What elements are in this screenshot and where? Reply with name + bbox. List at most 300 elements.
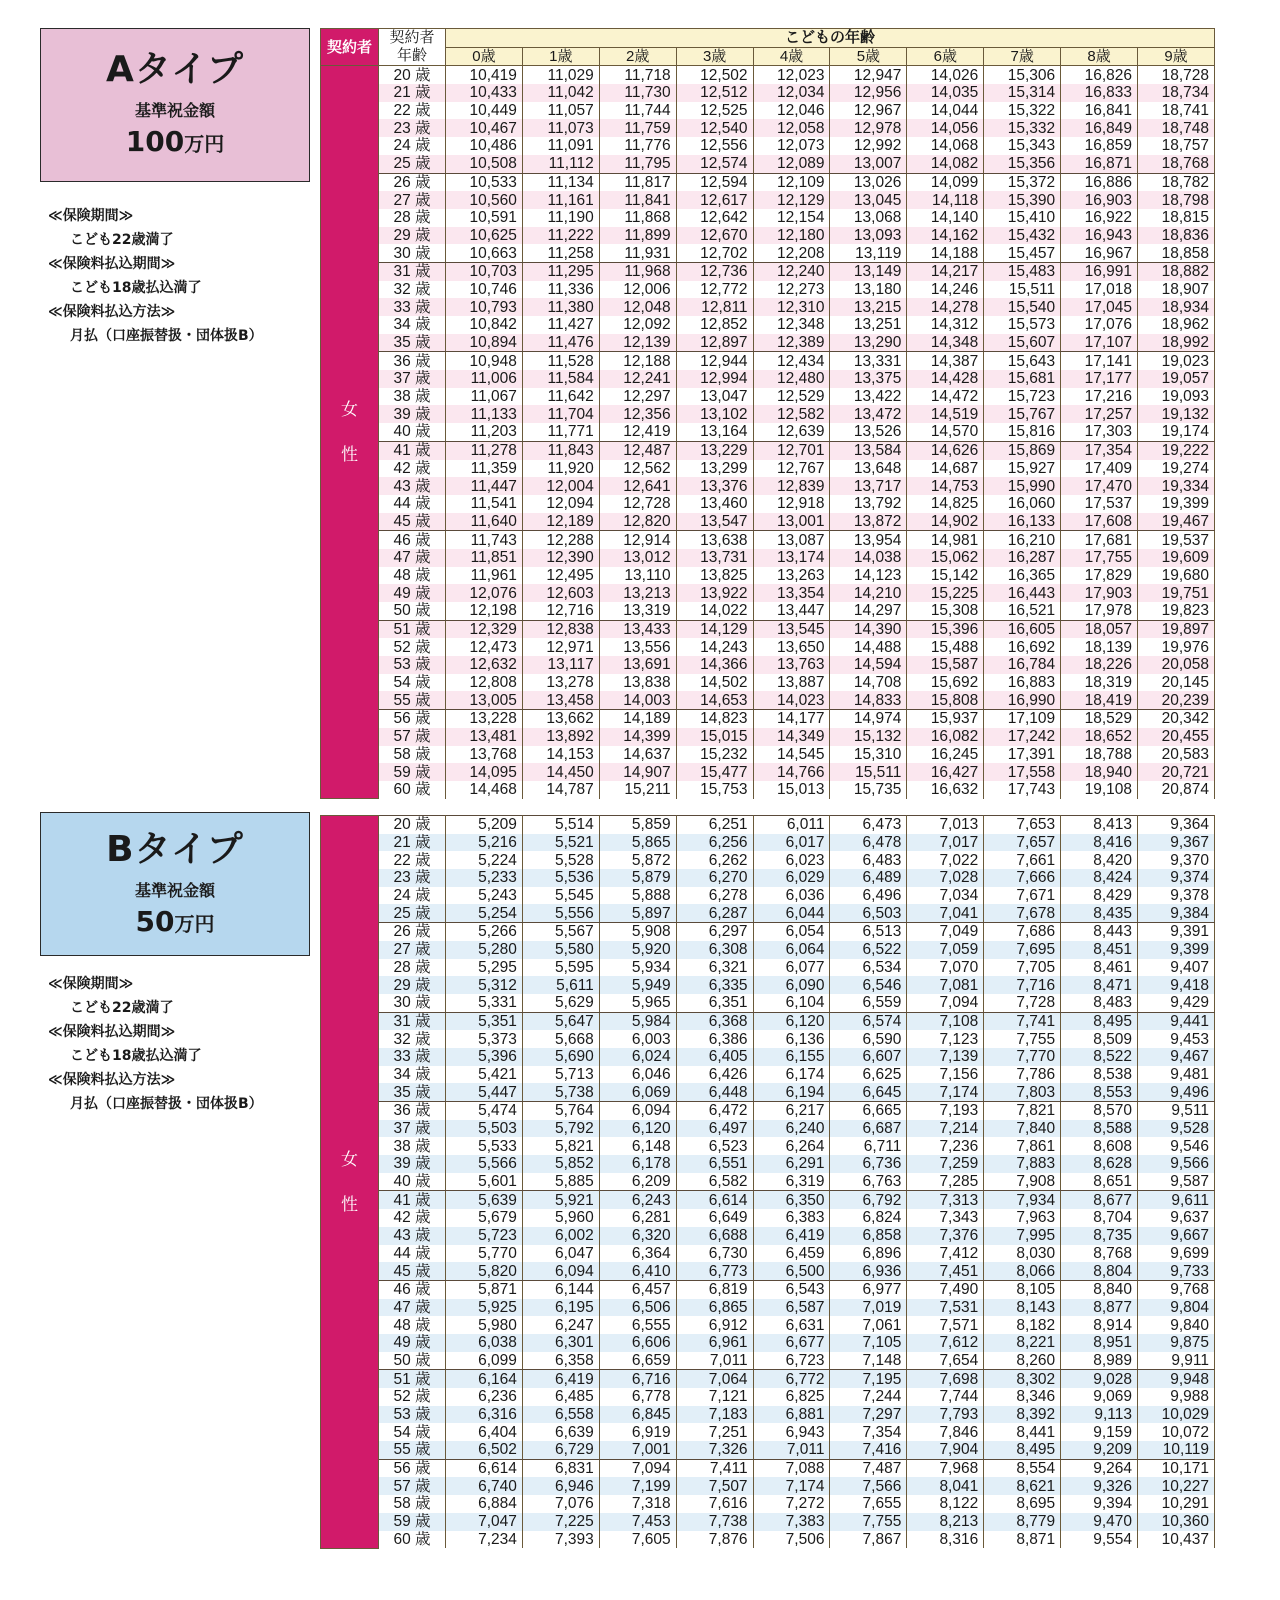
premium-cell: 6,194 [753,1083,830,1101]
premium-cell: 7,793 [907,1406,984,1424]
contractor-age-cell: 49 歳 [379,1334,446,1352]
contractor-age-cell: 41 歳 [379,441,446,459]
premium-cell: 16,943 [1061,227,1138,245]
child-age-column-header: 7歳 [984,47,1061,66]
table-a-header [321,29,1215,66]
premium-cell: 15,410 [984,209,1061,227]
child-age-column-header: 3歳 [676,47,753,66]
gender-char: 女 [341,400,358,420]
premium-cell: 6,251 [676,816,753,834]
premium-cell: 5,312 [446,976,523,994]
premium-cell: 12,092 [599,316,676,334]
premium-cell: 18,139 [1061,638,1138,656]
premium-cell: 12,808 [446,674,523,692]
table-row [321,746,1215,764]
premium-cell: 7,695 [984,941,1061,959]
premium-cell: 6,824 [830,1209,907,1227]
premium-cell: 12,076 [446,584,523,602]
premium-cell: 12,046 [753,102,830,120]
premium-cell: 12,811 [676,298,753,316]
premium-cell: 15,132 [830,728,907,746]
premium-cell: 15,306 [984,66,1061,84]
contractor-age-header: 契約者 年齢 [379,29,446,66]
premium-cell: 6,178 [599,1155,676,1173]
premium-cell: 5,580 [522,941,599,959]
premium-cell: 11,744 [599,102,676,120]
premium-cell: 7,744 [907,1388,984,1406]
premium-cell: 6,919 [599,1423,676,1441]
premium-cell: 15,310 [830,746,907,764]
premium-cell: 7,156 [907,1066,984,1084]
premium-cell: 6,351 [676,994,753,1012]
contractor-age-cell: 28 歳 [379,959,446,977]
table-row [321,584,1215,602]
premium-cell: 14,502 [676,674,753,692]
premium-cell: 5,897 [599,904,676,922]
premium-cell: 6,419 [753,1227,830,1245]
premium-cell: 5,865 [599,834,676,852]
premium-cell: 8,483 [1061,994,1138,1012]
premium-cell: 12,556 [676,137,753,155]
premium-cell: 18,798 [1138,191,1215,209]
premium-cell: 15,483 [984,262,1061,280]
premium-cell: 6,308 [676,941,753,959]
premium-cell: 12,540 [676,119,753,137]
premium-cell: 19,222 [1138,441,1215,459]
premium-cell: 19,897 [1138,620,1215,638]
premium-cell: 12,512 [676,84,753,102]
premium-cell: 7,786 [984,1066,1061,1084]
premium-cell: 7,846 [907,1423,984,1441]
premium-cell: 19,823 [1138,602,1215,620]
premium-cell: 10,119 [1138,1441,1215,1459]
premium-cell: 11,042 [522,84,599,102]
premium-cell: 13,763 [753,656,830,674]
premium-cell: 5,396 [446,1048,523,1066]
premium-cell: 14,390 [830,620,907,638]
premium-cell: 20,583 [1138,746,1215,764]
contractor-age-cell: 36 歳 [379,352,446,370]
premium-cell: 6,136 [753,1030,830,1048]
premium-cell: 6,319 [753,1173,830,1191]
contractor-age-cell: 53 歳 [379,1406,446,1424]
premium-cell: 16,245 [907,746,984,764]
premium-cell: 10,171 [1138,1459,1215,1477]
table-row [321,834,1215,852]
premium-cell: 6,405 [676,1048,753,1066]
premium-cell: 13,662 [522,710,599,728]
premium-cell: 14,068 [907,137,984,155]
premium-cell: 14,428 [907,370,984,388]
premium-cell: 9,554 [1061,1531,1138,1549]
premium-cell: 18,768 [1138,155,1215,173]
contractor-age-cell: 43 歳 [379,1227,446,1245]
premium-cell: 16,871 [1061,155,1138,173]
premium-cell: 8,413 [1061,816,1138,834]
premium-cell: 12,241 [599,370,676,388]
table-row [321,173,1215,191]
premium-cell: 5,224 [446,851,523,869]
premium-cell: 12,094 [522,495,599,513]
premium-cell: 8,522 [1061,1048,1138,1066]
type-b-box [40,812,310,956]
premium-cell: 19,132 [1138,405,1215,423]
premium-cell: 13,093 [830,227,907,245]
premium-cell: 18,858 [1138,244,1215,262]
premium-cell: 8,840 [1061,1280,1138,1298]
premium-cell: 18,652 [1061,728,1138,746]
premium-cell: 12,389 [753,334,830,352]
premium-cell: 12,956 [830,84,907,102]
note-label: ≪保険期間≫ [48,208,134,224]
premium-cell: 7,412 [907,1245,984,1263]
premium-cell: 14,082 [907,155,984,173]
contractor-age-cell: 31 歳 [379,262,446,280]
premium-cell: 11,743 [446,531,523,549]
contractor-age-cell: 34 歳 [379,316,446,334]
premium-cell: 14,626 [907,441,984,459]
premium-cell: 14,787 [522,781,599,799]
premium-table-a [320,28,1215,799]
note-value: こども22歳満了 [70,232,174,248]
premium-cell: 14,348 [907,334,984,352]
premium-cell: 8,182 [984,1316,1061,1334]
child-age-header: こどもの年齢 [446,29,1215,48]
premium-cell: 6,659 [599,1352,676,1370]
child-age-column-header: 9歳 [1138,47,1215,66]
premium-cell: 16,849 [1061,119,1138,137]
premium-cell: 19,174 [1138,423,1215,441]
table-row [321,1423,1215,1441]
premium-cell: 14,488 [830,638,907,656]
premium-cell: 7,049 [907,923,984,941]
contractor-age-cell: 25 歳 [379,155,446,173]
premium-cell: 12,582 [753,405,830,423]
premium-cell: 6,590 [830,1030,907,1048]
contractor-age-cell: 34 歳 [379,1066,446,1084]
premium-cell: 7,755 [984,1030,1061,1048]
premium-cell: 11,961 [446,567,523,585]
premium-cell: 14,907 [599,763,676,781]
table-row [321,66,1215,84]
premium-cell: 7,616 [676,1495,753,1513]
premium-cell: 18,529 [1061,710,1138,728]
premium-cell: 7,121 [676,1388,753,1406]
premium-cell: 10,437 [1138,1531,1215,1549]
note-label: ≪保険料払込方法≫ [48,304,176,320]
table-row [321,1227,1215,1245]
premium-cell: 18,882 [1138,262,1215,280]
premium-cell: 9,611 [1138,1191,1215,1209]
table-row [321,816,1215,834]
premium-cell: 12,273 [753,281,830,299]
premium-cell: 12,109 [753,173,830,191]
premium-cell: 11,161 [522,191,599,209]
premium-cell: 14,297 [830,602,907,620]
table-row [321,1316,1215,1334]
premium-cell: 15,013 [753,781,830,799]
premium-cell: 8,871 [984,1531,1061,1549]
premium-cell: 16,287 [984,549,1061,567]
premium-cell: 7,236 [907,1137,984,1155]
table-row [321,602,1215,620]
type-b-amount-unit: 万円 [174,912,215,936]
premium-cell: 6,120 [599,1120,676,1138]
premium-cell: 12,947 [830,66,907,84]
premium-cell: 14,162 [907,227,984,245]
premium-cell: 15,142 [907,567,984,585]
premium-cell: 16,692 [984,638,1061,656]
premium-cell: 17,743 [984,781,1061,799]
premium-cell: 11,868 [599,209,676,227]
premium-cell: 6,404 [446,1423,523,1441]
premium-cell: 9,418 [1138,976,1215,994]
premium-cell: 6,506 [599,1299,676,1317]
premium-cell: 7,183 [676,1406,753,1424]
premium-cell: 12,310 [753,298,830,316]
table-row [321,567,1215,585]
premium-cell: 13,001 [753,513,830,531]
premium-cell: 6,029 [753,869,830,887]
premium-cell: 5,373 [446,1030,523,1048]
premium-cell: 7,531 [907,1299,984,1317]
premium-cell: 6,024 [599,1048,676,1066]
premium-cell: 13,717 [830,477,907,495]
premium-cell: 12,154 [753,209,830,227]
contractor-header: 契約者 [321,29,379,66]
premium-cell: 16,991 [1061,262,1138,280]
premium-cell: 16,060 [984,495,1061,513]
premium-cell: 7,876 [676,1531,753,1549]
premium-cell: 12,971 [522,638,599,656]
premium-cell: 8,538 [1061,1066,1138,1084]
child-age-column-header: 2歳 [599,47,676,66]
premium-cell: 15,396 [907,620,984,638]
premium-cell: 6,687 [830,1120,907,1138]
premium-cell: 8,302 [984,1370,1061,1388]
contractor-age-cell: 37 歳 [379,1120,446,1138]
contractor-age-cell: 22 歳 [379,851,446,869]
premium-cell: 13,545 [753,620,830,638]
premium-cell: 10,467 [446,119,523,137]
premium-cell: 10,703 [446,262,523,280]
contractor-age-cell: 33 歳 [379,298,446,316]
premium-cell: 8,416 [1061,834,1138,852]
premium-cell: 7,225 [522,1513,599,1531]
premium-cell: 13,119 [830,244,907,262]
premium-cell: 20,455 [1138,728,1215,746]
premium-cell: 7,666 [984,869,1061,887]
premium-cell: 11,427 [522,316,599,334]
premium-cell: 6,881 [753,1406,830,1424]
premium-cell: 13,012 [599,549,676,567]
premium-cell: 12,529 [753,388,830,406]
premium-cell: 6,301 [522,1334,599,1352]
premium-cell: 14,210 [830,584,907,602]
premium-cell: 10,625 [446,227,523,245]
table-row [321,334,1215,352]
premium-cell: 18,226 [1061,656,1138,674]
premium-cell: 10,560 [446,191,523,209]
premium-cell: 13,458 [522,691,599,709]
premium-cell: 12,852 [676,316,753,334]
premium-cell: 6,496 [830,887,907,905]
premium-cell: 6,792 [830,1191,907,1209]
premium-cell: 14,278 [907,298,984,316]
premium-cell: 19,334 [1138,477,1215,495]
table-row [321,1137,1215,1155]
table-row [321,763,1215,781]
premium-cell: 6,688 [676,1227,753,1245]
premium-cell: 7,259 [907,1155,984,1173]
premium-cell: 15,681 [984,370,1061,388]
contractor-age-cell: 39 歳 [379,405,446,423]
child-age-column-header: 8歳 [1061,47,1138,66]
premium-cell: 6,534 [830,959,907,977]
premium-cell: 7,803 [984,1083,1061,1101]
premium-cell: 14,022 [676,602,753,620]
premium-cell: 12,419 [599,423,676,441]
premium-cell: 7,963 [984,1209,1061,1227]
premium-cell: 11,133 [446,405,523,423]
premium-cell: 13,825 [676,567,753,585]
contractor-age-cell: 60 歳 [379,1531,446,1549]
premium-cell: 7,705 [984,959,1061,977]
premium-cell: 6,489 [830,869,907,887]
contractor-age-cell: 49 歳 [379,584,446,602]
table-row [321,887,1215,905]
type-a-title: Aタイプ [105,49,245,90]
premium-cell: 16,922 [1061,209,1138,227]
premium-cell: 13,547 [676,513,753,531]
premium-cell: 7,343 [907,1209,984,1227]
contractor-age-cell: 48 歳 [379,1316,446,1334]
contractor-age-cell: 54 歳 [379,674,446,692]
premium-cell: 5,738 [522,1083,599,1101]
premium-cell: 6,046 [599,1066,676,1084]
premium-cell: 7,383 [753,1513,830,1531]
premium-cell: 6,104 [753,994,830,1012]
premium-cell: 11,359 [446,460,523,478]
premium-cell: 5,920 [599,941,676,959]
table-row [321,549,1215,567]
premium-cell: 12,632 [446,656,523,674]
premium-cell: 6,038 [446,1334,523,1352]
premium-cell: 10,486 [446,137,523,155]
premium-cell: 12,208 [753,244,830,262]
premium-cell: 6,558 [522,1406,599,1424]
type-a-amount-value: 100 [125,125,185,158]
premium-cell: 9,441 [1138,1012,1215,1030]
table-row [321,423,1215,441]
premium-cell: 7,755 [830,1513,907,1531]
contractor-age-cell: 23 歳 [379,119,446,137]
premium-cell: 6,316 [446,1406,523,1424]
premium-cell: 6,291 [753,1155,830,1173]
contractor-age-cell: 25 歳 [379,904,446,922]
premium-cell: 6,845 [599,1406,676,1424]
premium-cell: 5,545 [522,887,599,905]
contractor-age-cell: 57 歳 [379,1477,446,1495]
premium-cell: 6,502 [446,1441,523,1459]
contractor-age-cell: 42 歳 [379,460,446,478]
premium-cell: 14,140 [907,209,984,227]
premium-cell: 15,477 [676,763,753,781]
premium-cell: 14,129 [676,620,753,638]
premium-cell: 13,731 [676,549,753,567]
premium-cell: 10,449 [446,102,523,120]
premium-cell: 17,242 [984,728,1061,746]
premium-cell: 13,691 [599,656,676,674]
premium-cell: 7,059 [907,941,984,959]
premium-cell: 6,865 [676,1299,753,1317]
premium-cell: 8,914 [1061,1316,1138,1334]
premium-cell: 18,057 [1061,620,1138,638]
premium-cell: 14,095 [446,763,523,781]
premium-cell: 6,144 [522,1280,599,1298]
contractor-age-cell: 55 歳 [379,691,446,709]
premium-cell: 5,566 [446,1155,523,1173]
type-b-amount-value: 50 [135,905,175,938]
premium-cell: 12,139 [599,334,676,352]
premium-cell: 6,264 [753,1137,830,1155]
premium-cell: 5,820 [446,1262,523,1280]
premium-cell: 6,270 [676,869,753,887]
premium-cell: 16,833 [1061,84,1138,102]
premium-cell: 6,582 [676,1173,753,1191]
premium-cell: 6,120 [753,1012,830,1030]
contractor-age-cell: 26 歳 [379,173,446,191]
premium-cell: 9,467 [1138,1048,1215,1066]
table-row [321,1441,1215,1459]
premium-cell: 11,073 [522,119,599,137]
table-row [321,1406,1215,1424]
premium-cell: 14,312 [907,316,984,334]
premium-cell: 11,841 [599,191,676,209]
premium-cell: 20,721 [1138,763,1215,781]
premium-cell: 15,767 [984,405,1061,423]
premium-cell: 7,011 [753,1441,830,1459]
gender-cell [321,816,379,1549]
premium-cell: 14,177 [753,710,830,728]
premium-cell: 5,521 [522,834,599,852]
premium-cell: 6,606 [599,1334,676,1352]
note-label: ≪保険料払込期間≫ [48,256,176,272]
premium-cell: 6,478 [830,834,907,852]
premium-cell: 6,896 [830,1245,907,1263]
premium-cell: 10,842 [446,316,523,334]
premium-cell: 5,216 [446,834,523,852]
premium-cell: 7,416 [830,1441,907,1459]
premium-cell: 7,655 [830,1495,907,1513]
premium-cell: 11,851 [446,549,523,567]
table-row [321,1012,1215,1030]
premium-cell: 8,804 [1061,1262,1138,1280]
premium-cell: 12,434 [753,352,830,370]
premium-cell: 13,047 [676,388,753,406]
premium-cell: 8,768 [1061,1245,1138,1263]
premium-cell: 6,625 [830,1066,907,1084]
table-row [321,869,1215,887]
premium-cell: 11,704 [522,405,599,423]
premium-cell: 6,217 [753,1102,830,1120]
premium-cell: 8,424 [1061,869,1138,887]
premium-cell: 9,481 [1138,1066,1215,1084]
premium-cell: 15,225 [907,584,984,602]
premium-cell: 13,433 [599,620,676,638]
premium-cell: 7,354 [830,1423,907,1441]
premium-cell: 6,002 [522,1227,599,1245]
